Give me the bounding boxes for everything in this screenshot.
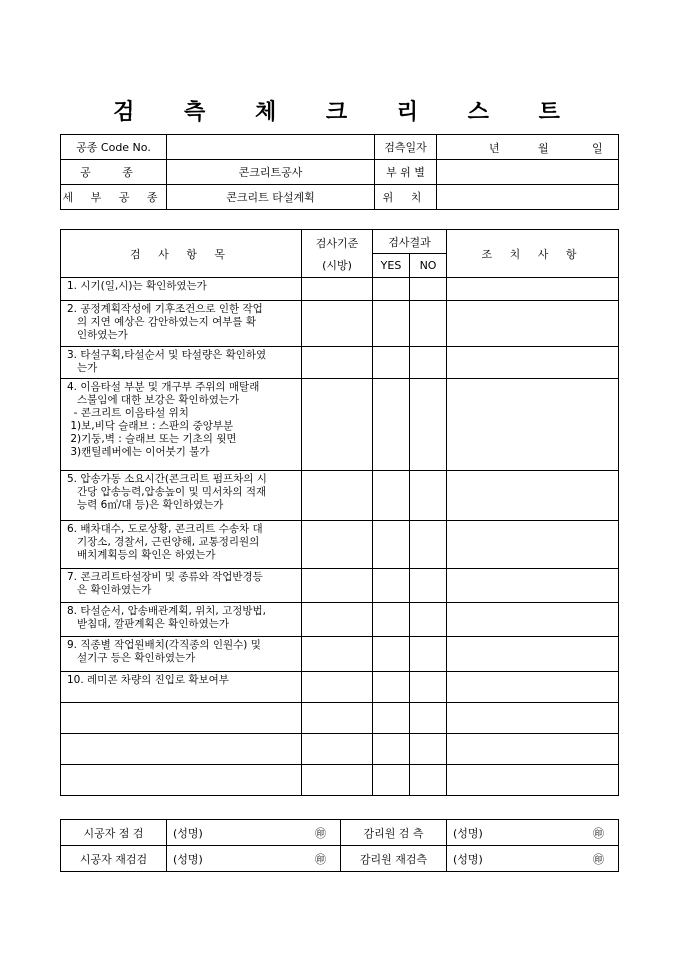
seal-mark: ㊞ xyxy=(593,827,604,840)
check-item-line: 1)보,비닥 슬래브 : 스판의 중앙부분 xyxy=(67,420,234,432)
check-item-text xyxy=(61,603,302,637)
sub-work-value[interactable]: 콘크리트 타설계획 xyxy=(167,185,375,210)
yes-cell[interactable] xyxy=(373,347,410,379)
check-item-line: 3. 타설구획,타설순서 및 타설량은 확인하였 xyxy=(67,349,267,361)
no-cell[interactable] xyxy=(410,471,447,521)
no-cell[interactable] xyxy=(410,637,447,672)
check-item-text xyxy=(61,569,302,603)
check-item-line: 설기구 등은 확인하였는가 xyxy=(67,652,196,664)
item-header: 검 사 항 목 xyxy=(61,230,302,278)
no-header: NO xyxy=(410,254,447,278)
page-title: 검 측 체 크 리 스 트 xyxy=(113,99,581,125)
action-cell[interactable] xyxy=(447,379,619,471)
table-row xyxy=(61,379,619,471)
check-item-text xyxy=(61,301,302,347)
action-cell[interactable] xyxy=(447,278,619,301)
yes-header: YES xyxy=(373,254,410,278)
yes-cell[interactable] xyxy=(373,703,410,734)
check-item-line: - 콘크리트 이음타설 위치 xyxy=(67,407,189,419)
standard-cell[interactable] xyxy=(302,278,373,301)
table-row xyxy=(61,603,619,637)
date-year: 년 xyxy=(489,142,500,155)
check-item-line: 스불임에 대한 보강은 확인하였는가 xyxy=(67,394,240,406)
action-cell[interactable] xyxy=(447,765,619,796)
seal-mark: ㊞ xyxy=(315,827,326,840)
contractor-reinspect-label: 시공자 재검검 xyxy=(61,846,167,872)
yes-cell[interactable] xyxy=(373,521,410,569)
standard-cell[interactable] xyxy=(302,301,373,347)
supervisor-reinspect-label: 감리원 재검측 xyxy=(341,846,447,872)
check-item-line: 2)기둥,벽 : 슬래브 또는 기초의 윗면 xyxy=(67,433,237,445)
part-label: 부 위 별 xyxy=(375,160,437,185)
action-cell[interactable] xyxy=(447,637,619,672)
table-row xyxy=(61,569,619,603)
standard-cell[interactable] xyxy=(302,471,373,521)
no-cell[interactable] xyxy=(410,765,447,796)
supervisor-inspect-label: 감리원 검 측 xyxy=(341,820,447,846)
table-row xyxy=(61,734,619,765)
yes-cell[interactable] xyxy=(373,379,410,471)
action-header: 조 치 사 항 xyxy=(447,230,619,278)
table-row xyxy=(61,301,619,347)
contractor-reinspect-name-field[interactable] xyxy=(167,846,341,872)
check-item-text xyxy=(61,379,302,471)
location-value[interactable] xyxy=(437,185,619,210)
standard-cell[interactable] xyxy=(302,569,373,603)
check-item-text xyxy=(61,278,302,301)
check-item-line: 2. 공정계획작성에 기후조건으로 인한 작업 xyxy=(67,303,263,315)
yes-cell[interactable] xyxy=(373,734,410,765)
yes-cell[interactable] xyxy=(373,603,410,637)
check-item-line: 10. 레미콘 차량의 진입로 확보여부 xyxy=(67,674,229,686)
supervisor-reinspect-name-field[interactable] xyxy=(447,846,619,872)
location-label: 위 치 xyxy=(375,185,437,210)
date-month: 월 xyxy=(538,142,549,155)
date-day: 일 xyxy=(592,142,603,155)
no-cell[interactable] xyxy=(410,379,447,471)
check-item-text xyxy=(61,734,302,765)
table-row xyxy=(61,637,619,672)
check-item-line: 인하였는가 xyxy=(67,329,128,341)
name-label: (성명) xyxy=(173,826,203,840)
check-item-line: 능력 6㎥/대 등)은 확인하였는가 xyxy=(67,499,224,511)
standard-cell[interactable] xyxy=(302,347,373,379)
no-cell[interactable] xyxy=(410,278,447,301)
action-cell[interactable] xyxy=(447,471,619,521)
standard-cell[interactable] xyxy=(302,703,373,734)
inspection-date-value[interactable] xyxy=(437,135,619,160)
standard-cell[interactable] xyxy=(302,637,373,672)
contractor-inspect-label: 시공자 점 검 xyxy=(61,820,167,846)
result-header: 검사결과 xyxy=(373,230,447,254)
check-item-line: 받침대, 깔판계획은 확인하였는가 xyxy=(67,618,230,630)
yes-cell[interactable] xyxy=(373,301,410,347)
check-item-text xyxy=(61,637,302,672)
table-row xyxy=(61,471,619,521)
table-row xyxy=(61,278,619,301)
part-value[interactable] xyxy=(437,160,619,185)
check-item-line: 5. 압송가동 소요시간(콘크리트 펌프차의 시 xyxy=(67,473,267,485)
table-row xyxy=(61,521,619,569)
yes-cell[interactable] xyxy=(373,637,410,672)
check-item-line: 는가 xyxy=(67,362,98,374)
standard-cell[interactable] xyxy=(302,379,373,471)
name-label: (성명) xyxy=(173,852,203,866)
standard-cell[interactable] xyxy=(302,765,373,796)
yes-cell[interactable] xyxy=(373,765,410,796)
no-cell[interactable] xyxy=(410,703,447,734)
standard-header-line2: (시방) xyxy=(322,258,352,272)
yes-cell[interactable] xyxy=(373,569,410,603)
action-cell[interactable] xyxy=(447,603,619,637)
no-cell[interactable] xyxy=(410,347,447,379)
check-item-text xyxy=(61,521,302,569)
table-row xyxy=(61,672,619,703)
action-cell[interactable] xyxy=(447,347,619,379)
check-item-line: 7. 콘크리트타설장비 및 종류와 작업반경등 xyxy=(67,571,263,583)
action-cell[interactable] xyxy=(447,569,619,603)
no-cell[interactable] xyxy=(410,734,447,765)
yes-cell[interactable] xyxy=(373,278,410,301)
check-item-line: 은 확인하였는가 xyxy=(67,584,152,596)
standard-cell[interactable] xyxy=(302,603,373,637)
supervisor-inspect-name-field[interactable] xyxy=(447,820,619,846)
seal-mark: ㊞ xyxy=(315,853,326,866)
table-row xyxy=(61,703,619,734)
check-item-line: 9. 직종별 작업원배치(각직종의 인원수) 및 xyxy=(67,639,261,651)
no-cell[interactable] xyxy=(410,672,447,703)
table-row xyxy=(61,765,619,796)
no-cell[interactable] xyxy=(410,569,447,603)
action-cell[interactable] xyxy=(447,301,619,347)
check-item-line: 배치계획등의 확인은 하였는가 xyxy=(67,549,216,561)
name-label: (성명) xyxy=(453,852,483,866)
no-cell[interactable] xyxy=(410,603,447,637)
action-cell[interactable] xyxy=(447,672,619,703)
seal-mark: ㊞ xyxy=(593,853,604,866)
check-item-line: 의 지연 예상은 감안하였는지 여부를 확 xyxy=(67,316,256,328)
checklist-table xyxy=(60,229,619,796)
action-cell[interactable] xyxy=(447,521,619,569)
check-item-text xyxy=(61,765,302,796)
work-code-label: 공종 Code No. xyxy=(61,135,167,160)
standard-header xyxy=(302,230,373,278)
name-label: (성명) xyxy=(453,826,483,840)
work-type-value[interactable]: 콘크리트공사 xyxy=(167,160,375,185)
check-item-text xyxy=(61,471,302,521)
check-item-line: 기장소, 경찰서, 근린양해, 교통정리원의 xyxy=(67,536,260,548)
check-item-text xyxy=(61,672,302,703)
no-cell[interactable] xyxy=(410,521,447,569)
standard-cell[interactable] xyxy=(302,734,373,765)
inspection-date-label: 검측일자 xyxy=(375,135,437,160)
check-item-line: 8. 타설순서, 압송배관계획, 위치, 고정방법, xyxy=(67,605,267,617)
check-item-line: 6. 배차대수, 도로상황, 콘크리트 수송차 대 xyxy=(67,523,263,535)
standard-header-line1: 검사기준 xyxy=(315,236,359,250)
sub-work-label: 세 부 공 종 xyxy=(61,185,167,210)
work-code-value[interactable] xyxy=(167,135,375,160)
check-item-line: 1. 시기(일,시)는 확인하였는가 xyxy=(67,280,207,292)
yes-cell[interactable] xyxy=(373,471,410,521)
check-item-line: 4. 이음타설 부분 및 개구부 주위의 매탈래 xyxy=(67,381,260,393)
standard-cell[interactable] xyxy=(302,521,373,569)
action-cell[interactable] xyxy=(447,703,619,734)
header-table xyxy=(60,134,619,210)
contractor-inspect-name-field[interactable] xyxy=(167,820,341,846)
check-item-text xyxy=(61,703,302,734)
signature-table xyxy=(60,819,619,872)
work-type-label: 공 종 xyxy=(61,160,167,185)
yes-cell[interactable] xyxy=(373,672,410,703)
action-cell[interactable] xyxy=(447,734,619,765)
standard-cell[interactable] xyxy=(302,672,373,703)
check-item-line: 3)캔틸레버에는 이어붓기 불가 xyxy=(67,446,210,458)
table-row xyxy=(61,347,619,379)
check-item-text xyxy=(61,347,302,379)
no-cell[interactable] xyxy=(410,301,447,347)
check-item-line: 간당 압송능력,압송높이 및 믹서차의 적재 xyxy=(67,486,267,498)
